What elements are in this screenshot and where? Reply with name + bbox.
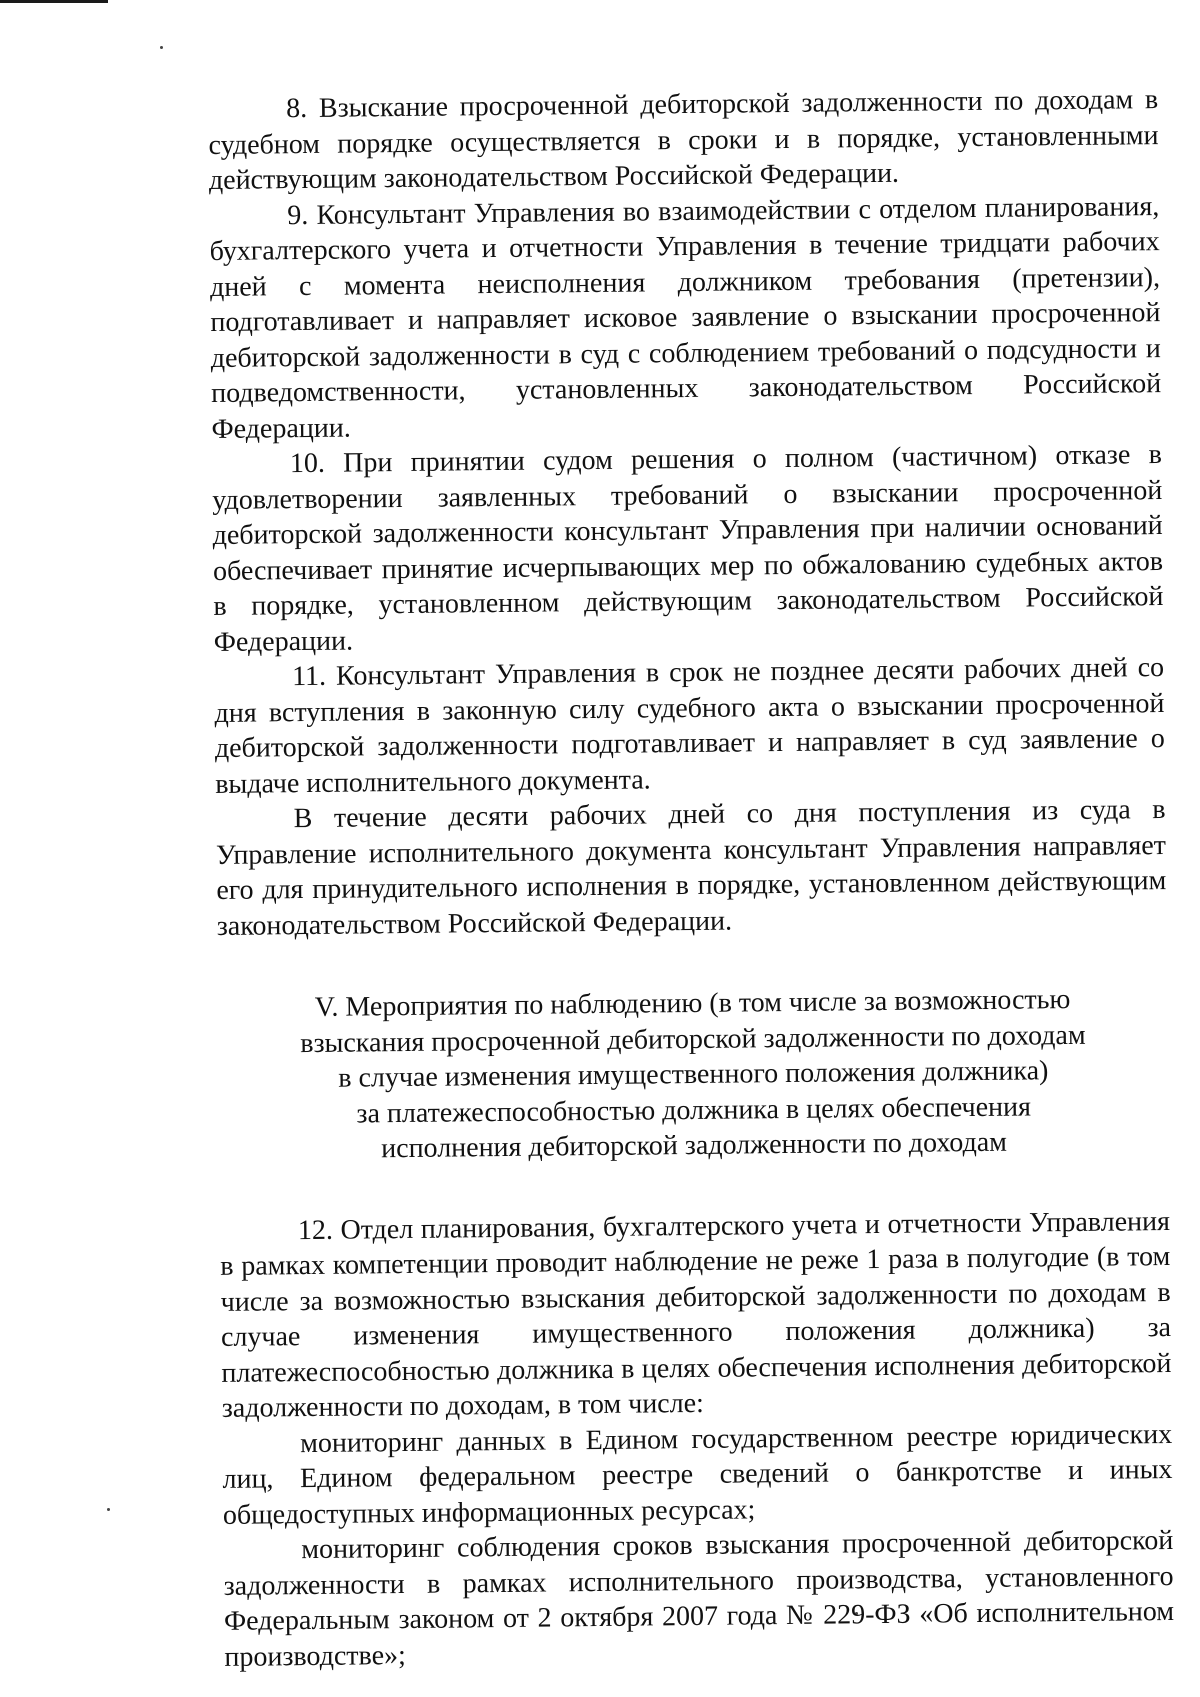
- scan-edge-mark: [0, 0, 108, 3]
- paragraph-11: 11. Консультант Управления в срок не позднее десяти рабочих дней со дня вступления в законную силу судебного акта о взыскании просроченной дебиторской задолженности подготавливает и направляет в суд заявление о выдаче исполнительного документа.: [214, 652, 1165, 800]
- paragraph-11-continuation: В течение десяти рабочих дней со дня поступления из суда в Управление исполнительного документа консультант Управления направляет его для принудительного исполнения в порядке, установленном действующим законодательством Российской Федерации.: [215, 794, 1167, 942]
- section-v-heading: [217, 981, 1169, 1168]
- paragraph-9: 9. Консультант Управления во взаимодействии с отделом планирования, бухгалтерского учета и отчетности Управления в течение тридцати рабочих дней с момента неисполнения должником требования (претензии), подготавливает и направляет исковое заявление о взыскании просроченной дебиторской задолженности в суд с соблюдением требований о подсудности и подведомственности, установленных законодательством Российской Федерации.: [209, 190, 1162, 445]
- list-item-deadline-monitoring: мониторинг соблюдения сроков взыскания просроченной дебиторской задолженности в рамках исполнительного производства, установленного Федеральным законом от 2 октября 2007 года № 229-ФЗ «Об исполнительном производстве»;: [223, 1524, 1175, 1673]
- paragraph-12: 12. Отдел планирования, бухгалтерского учета и отчетности Управления в рамках компетенции проводит наблюдение не реже 1 раза в полугодие (в том числе за возможностью взыскания дебиторской задолженности по доходам в случае изменения имущественного положения должника) за платежеспособностью должника в целях обеспечения исполнения дебиторской задолженности по доходам, в том числе:: [220, 1205, 1172, 1424]
- scan-speck: [160, 46, 163, 49]
- heading-line: исполнения дебиторской задолженности по доходам: [381, 1126, 1008, 1165]
- document-page: [208, 82, 1175, 1675]
- list-item-registry-monitoring: мониторинг данных в Едином государственном реестре юридических лиц, Едином федеральном реестре сведений о банкротстве и иных общедоступных информационных ресурсах;: [222, 1418, 1173, 1531]
- heading-line: за платежеспособностью должника в целях обеспечения: [356, 1090, 1032, 1130]
- paragraph-8: 8. Взыскание просроченной дебиторской задолженности по доходам в судебном порядке осуществляется в сроки и в порядке, установленными действующим законодательством Российской Федерации.: [208, 84, 1159, 196]
- heading-line: в случае изменения имущественного положения должника): [338, 1055, 1049, 1094]
- heading-line: взыскания просроченной дебиторской задолженности по доходам: [300, 1019, 1086, 1059]
- heading-line: V. Мероприятия по наблюдению (в том числе за возможностью: [314, 984, 1071, 1023]
- paragraph-10: 10. При принятии судом решения о полном (частичном) отказе в удовлетворении заявленных требований о взыскании просроченной дебиторской задолженности консультант Управления при наличии оснований обеспечивает принятие исчерпывающих мер по обжалованию судебных актов в порядке, установленном действующим законодательством Российской Федерации.: [212, 439, 1164, 658]
- scan-speck: [107, 1508, 110, 1511]
